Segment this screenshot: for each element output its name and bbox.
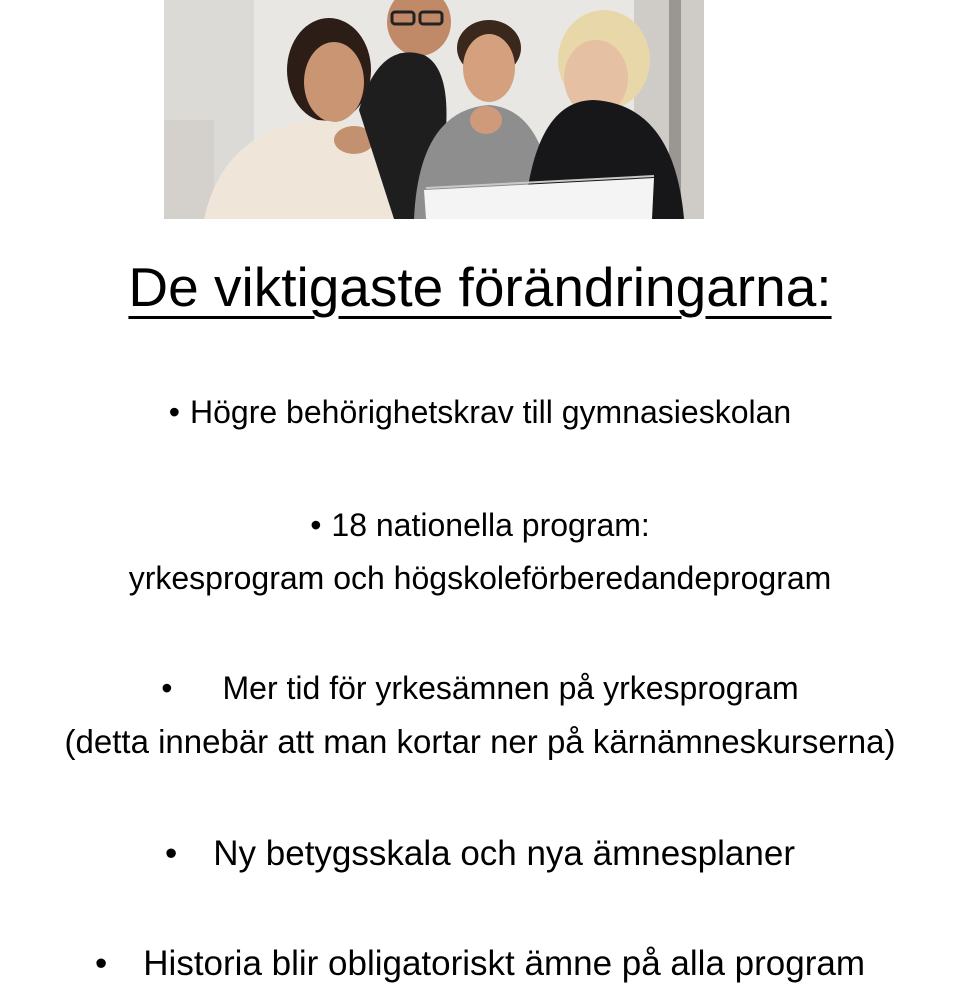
bullet-item-3-text: Mer tid för yrkesämnen på yrkesprogram [222, 670, 799, 706]
slide-title-text: De viktigaste förändringarna: [128, 256, 832, 318]
people-at-laptop-image [164, 0, 704, 219]
bullet-item-4-text: Ny betygsskala och nya ämnesplaner [213, 834, 795, 873]
bullet-item-3 [0, 668, 960, 708]
bullet-item-5 [0, 942, 960, 986]
bullet-icon: • [168, 394, 180, 430]
bullet-item-3-text-line-2: (detta innebär att man kortar ner på kärnämneskurserna) [64, 723, 896, 760]
bullet-item-2-text: 18 nationella program: [331, 507, 650, 543]
bullet-item-2-text-line-2: yrkesprogram och högskoleförberedandeprogram [128, 560, 832, 596]
bullet-icon: • [161, 670, 173, 706]
bullet-item-1 [0, 392, 960, 432]
bullet-item-2-continuation [0, 558, 960, 598]
bullet-icon: • [95, 944, 108, 983]
bullet-item-2 [0, 505, 960, 545]
bullet-item-3-continuation [0, 722, 960, 762]
bullet-item-5-text: Historia blir obligatoriskt ämne på alla program [143, 944, 865, 983]
slide-title [0, 252, 960, 322]
bullet-icon: • [165, 834, 178, 873]
bullet-item-1-text: Högre behörighetskrav till gymnasieskolan [190, 394, 792, 430]
bullet-item-4 [0, 832, 960, 876]
bullet-icon: • [310, 507, 322, 543]
header-photo [164, 0, 704, 219]
